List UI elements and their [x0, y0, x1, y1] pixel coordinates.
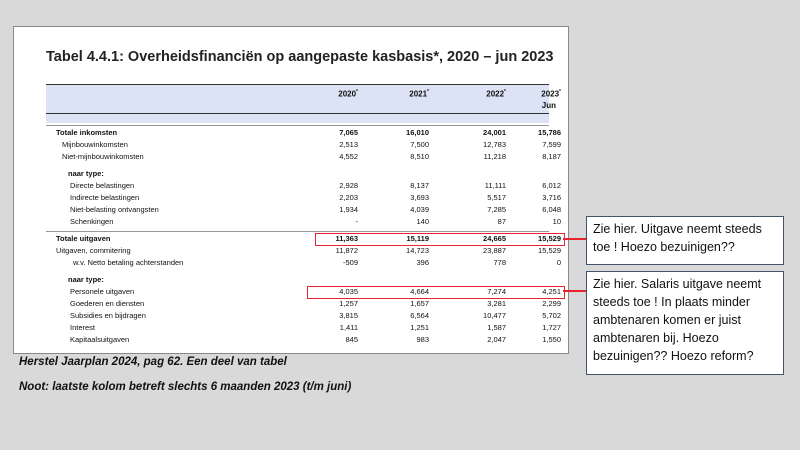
section-divider: [46, 231, 549, 232]
cell-2022: 3,281: [487, 299, 506, 308]
table-row-kapitaalsuitgaven: [46, 335, 561, 346]
cell-2021: 7,500: [410, 140, 429, 149]
cell-2022: 2,047: [487, 335, 506, 344]
cell-2020: 845: [345, 335, 358, 344]
row-label: Niet-mijnbouwinkomsten: [62, 152, 144, 161]
cell-2022: 7,274: [487, 287, 506, 296]
row-label: Goederen en diensten: [70, 299, 145, 308]
connector-line-uitgaven: [563, 238, 587, 240]
row-label: Subsidies en bijdragen: [70, 311, 146, 320]
cell-2023: 5,702: [542, 311, 561, 320]
cell-2023: 1,727: [542, 323, 561, 332]
cell-2021: 1,657: [410, 299, 429, 308]
table-row-totale-inkomsten: [46, 128, 561, 139]
cell-2021: 3,693: [410, 193, 429, 202]
cell-2021: 983: [416, 335, 429, 344]
table-row-schenkingen: [46, 217, 561, 228]
cell-2023: 4,251: [542, 287, 561, 296]
table-row-naar-type-inkomsten: [46, 169, 549, 180]
table-document-image: [13, 26, 569, 354]
row-label: Indirecte belastingen: [70, 193, 140, 202]
cell-2021: 14,723: [406, 246, 429, 255]
cell-2023: 15,529: [538, 234, 561, 243]
row-label: naar type:: [68, 275, 104, 284]
row-label: Kapitaalsuitgaven: [70, 335, 130, 344]
row-label: w.v. Netto betaling achterstanden: [73, 258, 184, 267]
cell-2021: 15,119: [406, 234, 429, 243]
period-note: Noot: laatste kolom betreft slechts 6 maanden 2023 (t/m juni): [19, 381, 352, 393]
cell-2021: 8,510: [410, 152, 429, 161]
source-note: Herstel Jaarplan 2024, pag 62. Een deel van tabel: [19, 356, 287, 368]
cell-2023: 10: [552, 217, 561, 226]
row-label: Niet-belasting ontvangsten: [70, 205, 159, 214]
cell-2020: -509: [342, 258, 358, 267]
col-header-2023: 2023*: [541, 89, 561, 99]
table-title: Tabel 4.4.1: Overheidsfinanciën op aangepaste kasbasis*, 2020 – jun 2023: [46, 49, 554, 65]
cell-2022: 7,285: [487, 205, 506, 214]
table-row-niet-belasting-ontvangsten: [46, 205, 561, 216]
cell-2020: 2,928: [339, 181, 358, 190]
cell-2020: 3,815: [339, 311, 358, 320]
cell-2022: 778: [493, 258, 506, 267]
table-row-uitgaven-commitering: [46, 246, 561, 257]
cell-2022: 23,887: [483, 246, 506, 255]
section-divider: [46, 125, 549, 126]
cell-2021: 4,039: [410, 205, 429, 214]
cell-2022: 5,517: [487, 193, 506, 202]
highlight-totale-uitgaven: [315, 233, 565, 246]
callout-salaris: Zie hier. Salaris uitgave neemt steeds toe ! In plaats minder ambtenaren komen er juist ambtenaren bij. Hoezo bezuinigen?? Hoezo reform?: [586, 271, 784, 375]
cell-2020: 4,552: [339, 152, 358, 161]
cell-2020: 1,934: [339, 205, 358, 214]
cell-2023: 7,599: [542, 140, 561, 149]
row-label: Totale inkomsten: [56, 128, 118, 137]
cell-2021: 396: [416, 258, 429, 267]
cell-2022: 11,111: [484, 181, 506, 190]
cell-2023: 3,716: [542, 193, 561, 202]
cell-2020: 7,065: [339, 128, 358, 137]
cell-2020: 11,363: [335, 234, 358, 243]
cell-2022: 87: [497, 217, 506, 226]
row-label: Personele uitgaven: [70, 287, 135, 296]
row-label: Mijnbouwinkomsten: [62, 140, 128, 149]
cell-2020: -: [355, 217, 358, 226]
col-subheader-jun: Jun: [541, 101, 556, 110]
connector-line-salaris: [563, 290, 587, 292]
cell-2023: 6,048: [542, 205, 561, 214]
table-row-subsidies-en-bijdragen: [46, 311, 561, 322]
table-row-interest: [46, 323, 561, 334]
cell-2020: 11,872: [335, 246, 358, 255]
cell-2021: 6,564: [410, 311, 429, 320]
cell-2022: 11,218: [483, 152, 506, 161]
highlight-personele-uitgaven: [307, 286, 565, 299]
col-header-2021: 2021*: [409, 89, 429, 99]
cell-2020: 2,203: [339, 193, 358, 202]
cell-2020: 1,411: [339, 323, 358, 332]
table-row-mijnbouwinkomsten: [46, 140, 561, 151]
row-label: Interest: [70, 323, 96, 332]
row-label: Schenkingen: [70, 217, 114, 226]
row-label: Directe belastingen: [70, 181, 135, 190]
cell-2020: 2,513: [339, 140, 358, 149]
cell-2020: 4,035: [339, 287, 358, 296]
row-label: naar type:: [68, 169, 104, 178]
table-row-netto-betaling-achterstanden: [46, 258, 561, 269]
cell-2021: 16,010: [406, 128, 429, 137]
table-row-naar-type-uitgaven: [46, 275, 549, 286]
callout-uitgaven: Zie hier. Uitgave neemt steeds toe ! Hoezo bezuinigen??: [586, 216, 784, 265]
cell-2020: 1,257: [339, 299, 358, 308]
cell-2022: 10,477: [483, 311, 506, 320]
cell-2023: 15,529: [538, 246, 561, 255]
row-label: Uitgaven, commitering: [56, 246, 131, 255]
col-header-2022: 2022*: [486, 89, 506, 99]
cell-2023: 15,786: [538, 128, 561, 137]
cell-2021: 8,137: [410, 181, 429, 190]
table-row-directe-belastingen: [46, 181, 561, 192]
cell-2021: 4,664: [410, 287, 429, 296]
table-row-goederen-en-diensten: [46, 299, 561, 310]
table-row-indirecte-belastingen: [46, 193, 561, 204]
cell-2021: 140: [416, 217, 429, 226]
cell-2023: 8,187: [542, 152, 561, 161]
cell-2023: 1,550: [542, 335, 561, 344]
cell-2023: 6,012: [542, 181, 561, 190]
table-header: [46, 84, 561, 114]
cell-2021: 1,251: [410, 323, 429, 332]
table-row-niet-mijnbouwinkomsten: [46, 152, 561, 163]
cell-2022: 24,665: [483, 234, 506, 243]
cell-2023: 2,299: [542, 299, 561, 308]
cell-2022: 1,587: [487, 323, 506, 332]
col-header-2020: 2020*: [338, 89, 358, 99]
header-band-gap: [46, 114, 549, 123]
cell-2022: 24,001: [483, 128, 506, 137]
row-label: Totale uitgaven: [56, 234, 111, 243]
cell-2022: 12,783: [483, 140, 506, 149]
cell-2023: 0: [556, 258, 561, 267]
